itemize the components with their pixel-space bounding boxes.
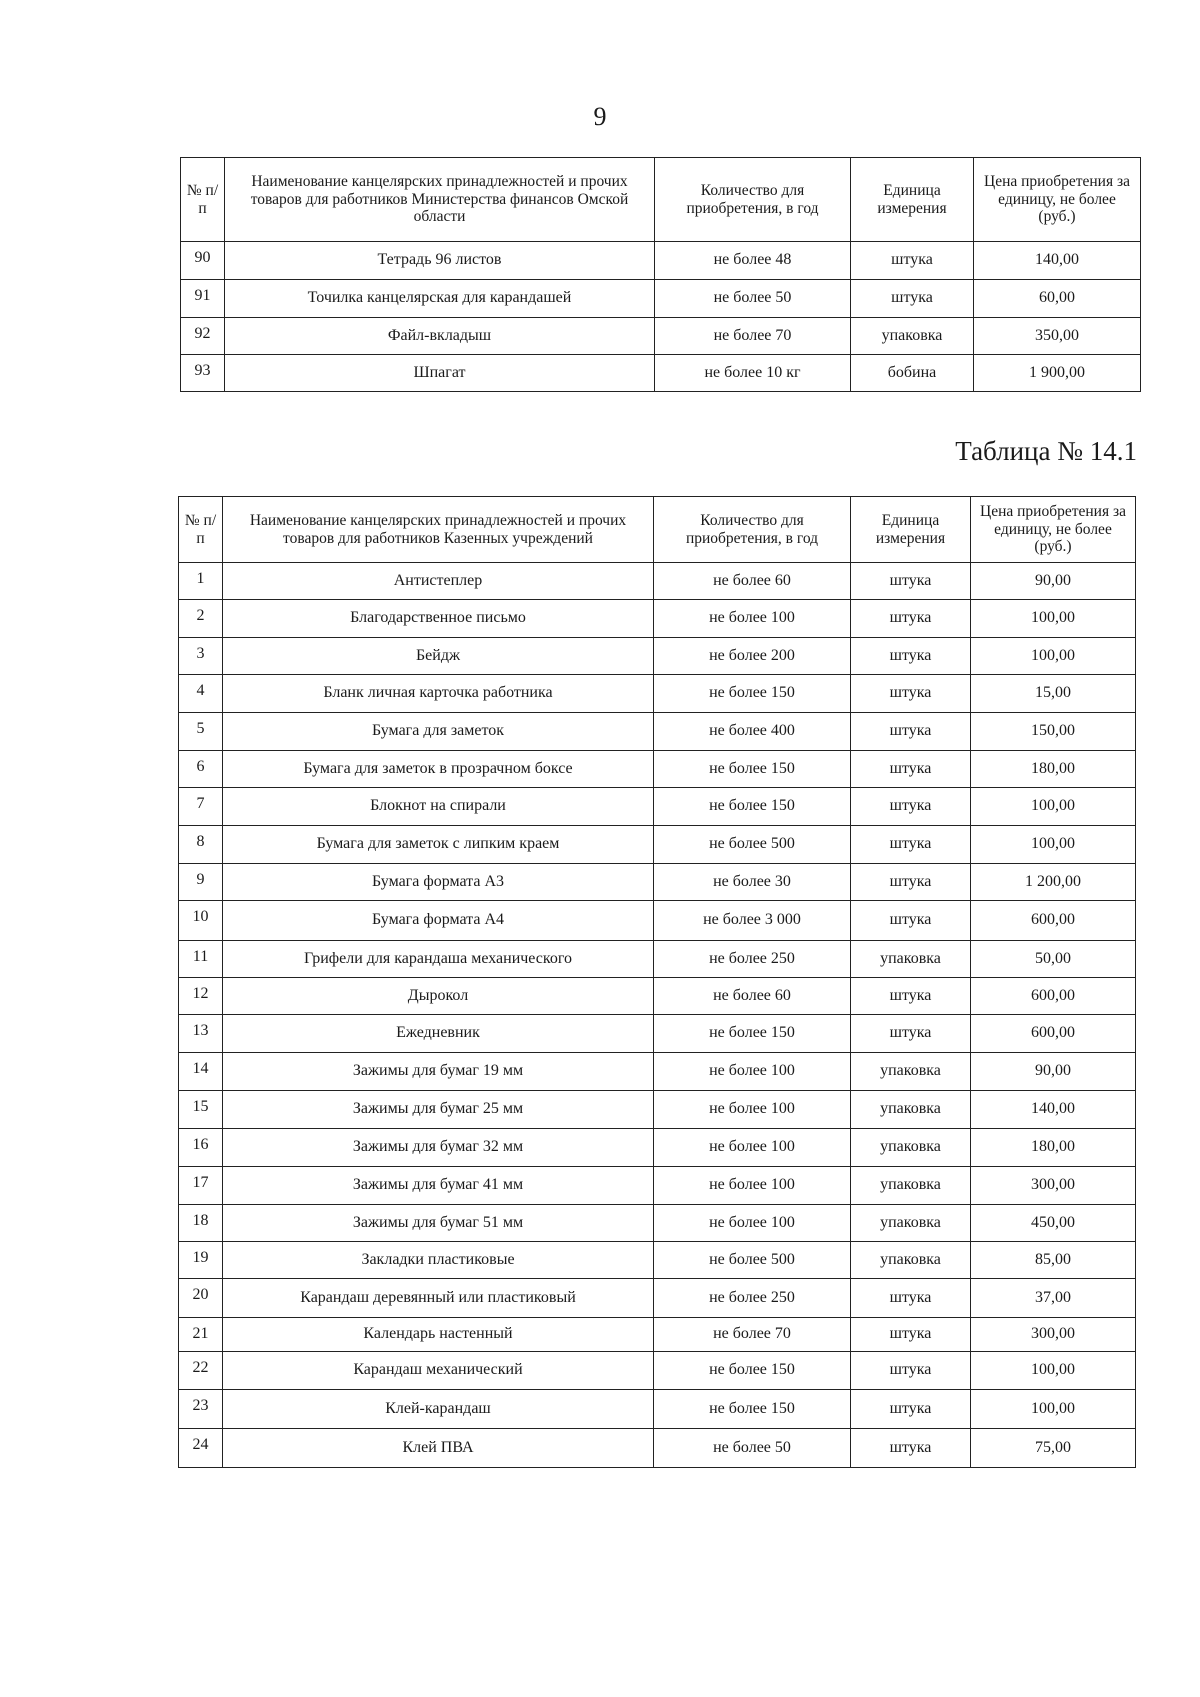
item-quantity: не более 48 xyxy=(655,242,851,280)
table-row xyxy=(179,864,1136,901)
item-unit: штука xyxy=(851,675,971,713)
main-table-body xyxy=(179,563,1136,1468)
item-unit: штука xyxy=(851,713,971,751)
item-unit: штука xyxy=(851,600,971,638)
row-number: 22 xyxy=(179,1352,223,1390)
item-price: 450,00 xyxy=(971,1205,1136,1242)
top-table-body xyxy=(181,242,1141,392)
item-quantity: не более 60 xyxy=(654,978,851,1015)
item-quantity: не более 250 xyxy=(654,1279,851,1318)
item-price: 100,00 xyxy=(971,788,1136,826)
item-price: 100,00 xyxy=(971,826,1136,864)
item-price: 600,00 xyxy=(971,978,1136,1015)
table-row xyxy=(179,1015,1136,1053)
header-name: Наименование канцелярских принадлежностей и прочих товаров для работников Казенных учреждений xyxy=(223,497,654,563)
item-quantity: не более 3 000 xyxy=(654,901,851,941)
table-row xyxy=(179,788,1136,826)
item-name: Закладки пластиковые xyxy=(223,1242,654,1279)
main-table-header-row xyxy=(179,497,1136,563)
table-row xyxy=(179,638,1136,675)
item-price: 100,00 xyxy=(971,638,1136,675)
item-price: 600,00 xyxy=(971,901,1136,941)
item-unit: штука xyxy=(851,1279,971,1318)
item-price: 1 200,00 xyxy=(971,864,1136,901)
header-price: Цена приобретения за единицу, не более (руб.) xyxy=(974,158,1141,242)
table-row xyxy=(179,1129,1136,1167)
table-row xyxy=(179,1352,1136,1390)
header-qty: Количество для приобретения, в год xyxy=(655,158,851,242)
item-name: Клей ПВА xyxy=(223,1429,654,1468)
item-quantity: не более 100 xyxy=(654,1205,851,1242)
item-price: 300,00 xyxy=(971,1318,1136,1352)
item-name: Шпагат xyxy=(225,355,655,392)
item-unit: штука xyxy=(851,1390,971,1429)
item-name: Бумага формата А3 xyxy=(223,864,654,901)
item-price: 50,00 xyxy=(971,941,1136,978)
header-price: Цена приобретения за единицу, не более (руб.) xyxy=(971,497,1136,563)
item-price: 140,00 xyxy=(971,1091,1136,1129)
item-unit: упаковка xyxy=(851,318,974,355)
row-number: 19 xyxy=(179,1242,223,1279)
item-quantity: не более 500 xyxy=(654,826,851,864)
table-row xyxy=(179,1205,1136,1242)
row-number: 10 xyxy=(179,901,223,941)
row-number: 90 xyxy=(181,242,225,280)
table-row xyxy=(181,318,1141,355)
item-unit: упаковка xyxy=(851,1091,971,1129)
table-row xyxy=(179,675,1136,713)
item-quantity: не более 100 xyxy=(654,1129,851,1167)
table-row xyxy=(179,941,1136,978)
item-quantity: не более 150 xyxy=(654,788,851,826)
row-number: 17 xyxy=(179,1167,223,1205)
item-price: 600,00 xyxy=(971,1015,1136,1053)
item-quantity: не более 50 xyxy=(655,280,851,318)
item-quantity: не более 10 кг xyxy=(655,355,851,392)
item-quantity: не более 100 xyxy=(654,600,851,638)
item-name: Дырокол xyxy=(223,978,654,1015)
item-quantity: не более 150 xyxy=(654,1015,851,1053)
item-unit: упаковка xyxy=(851,1242,971,1279)
item-unit: штука xyxy=(851,1429,971,1468)
header-unit: Единица измерения xyxy=(851,497,971,563)
item-name: Карандаш механический xyxy=(223,1352,654,1390)
row-number: 18 xyxy=(179,1205,223,1242)
item-name: Тетрадь 96 листов xyxy=(225,242,655,280)
item-name: Блокнот на спирали xyxy=(223,788,654,826)
table-row xyxy=(181,242,1141,280)
item-unit: штука xyxy=(851,638,971,675)
item-quantity: не более 100 xyxy=(654,1091,851,1129)
table-row xyxy=(179,751,1136,788)
item-quantity: не более 150 xyxy=(654,675,851,713)
row-number: 1 xyxy=(179,563,223,600)
item-unit: штука xyxy=(851,978,971,1015)
item-name: Бумага формата А4 xyxy=(223,901,654,941)
item-price: 85,00 xyxy=(971,1242,1136,1279)
table-row xyxy=(179,1318,1136,1352)
item-unit: штука xyxy=(851,1015,971,1053)
item-quantity: не более 50 xyxy=(654,1429,851,1468)
item-quantity: не более 500 xyxy=(654,1242,851,1279)
table-row xyxy=(179,1242,1136,1279)
item-price: 100,00 xyxy=(971,1352,1136,1390)
item-name: Зажимы для бумаг 51 мм xyxy=(223,1205,654,1242)
table-row xyxy=(179,1091,1136,1129)
table-row xyxy=(179,600,1136,638)
item-price: 100,00 xyxy=(971,1390,1136,1429)
header-unit: Единица измерения xyxy=(851,158,974,242)
item-name: Файл-вкладыш xyxy=(225,318,655,355)
item-quantity: не более 70 xyxy=(655,318,851,355)
row-number: 91 xyxy=(181,280,225,318)
item-unit: упаковка xyxy=(851,1167,971,1205)
table-row xyxy=(179,1390,1136,1429)
item-quantity: не более 70 xyxy=(654,1318,851,1352)
item-quantity: не более 30 xyxy=(654,864,851,901)
table-row xyxy=(179,563,1136,600)
item-quantity: не более 100 xyxy=(654,1053,851,1091)
table-row xyxy=(181,355,1141,392)
item-unit: бобина xyxy=(851,355,974,392)
item-unit: штука xyxy=(851,826,971,864)
item-name: Точилка канцелярская для карандашей xyxy=(225,280,655,318)
item-name: Бланк личная карточка работника xyxy=(223,675,654,713)
row-number: 8 xyxy=(179,826,223,864)
table-row xyxy=(179,1429,1136,1468)
row-number: 15 xyxy=(179,1091,223,1129)
row-number: 7 xyxy=(179,788,223,826)
item-quantity: не более 250 xyxy=(654,941,851,978)
row-number: 4 xyxy=(179,675,223,713)
item-unit: упаковка xyxy=(851,1053,971,1091)
row-number: 12 xyxy=(179,978,223,1015)
item-name: Антистеплер xyxy=(223,563,654,600)
table-row xyxy=(179,901,1136,941)
row-number: 14 xyxy=(179,1053,223,1091)
item-unit: штука xyxy=(851,280,974,318)
item-quantity: не более 60 xyxy=(654,563,851,600)
item-unit: упаковка xyxy=(851,1129,971,1167)
row-number: 9 xyxy=(179,864,223,901)
row-number: 5 xyxy=(179,713,223,751)
item-unit: штука xyxy=(851,1352,971,1390)
item-quantity: не более 150 xyxy=(654,1352,851,1390)
item-price: 37,00 xyxy=(971,1279,1136,1318)
item-quantity: не более 150 xyxy=(654,751,851,788)
item-name: Грифели для карандаша механического xyxy=(223,941,654,978)
item-price: 180,00 xyxy=(971,1129,1136,1167)
item-unit: штука xyxy=(851,864,971,901)
row-number: 24 xyxy=(179,1429,223,1468)
row-number: 13 xyxy=(179,1015,223,1053)
item-price: 90,00 xyxy=(971,1053,1136,1091)
row-number: 92 xyxy=(181,318,225,355)
item-quantity: не более 150 xyxy=(654,1390,851,1429)
item-unit: штука xyxy=(851,563,971,600)
item-price: 90,00 xyxy=(971,563,1136,600)
item-price: 150,00 xyxy=(971,713,1136,751)
item-unit: штука xyxy=(851,751,971,788)
table-row xyxy=(179,713,1136,751)
item-price: 350,00 xyxy=(974,318,1141,355)
item-price: 1 900,00 xyxy=(974,355,1141,392)
row-number: 2 xyxy=(179,600,223,638)
header-num: № п/п xyxy=(181,158,225,242)
item-name: Зажимы для бумаг 41 мм xyxy=(223,1167,654,1205)
table-caption: Таблица № 14.1 xyxy=(955,436,1137,466)
table-row xyxy=(179,1053,1136,1091)
item-unit: упаковка xyxy=(851,1205,971,1242)
table-row xyxy=(179,826,1136,864)
row-number: 23 xyxy=(179,1390,223,1429)
item-name: Бейдж xyxy=(223,638,654,675)
row-number: 16 xyxy=(179,1129,223,1167)
item-price: 300,00 xyxy=(971,1167,1136,1205)
header-num: № п/п xyxy=(179,497,223,563)
row-number: 11 xyxy=(179,941,223,978)
row-number: 3 xyxy=(179,638,223,675)
item-quantity: не более 100 xyxy=(654,1167,851,1205)
item-quantity: не более 200 xyxy=(654,638,851,675)
item-quantity: не более 400 xyxy=(654,713,851,751)
row-number: 93 xyxy=(181,355,225,392)
header-qty: Количество для приобретения, в год xyxy=(654,497,851,563)
item-price: 180,00 xyxy=(971,751,1136,788)
item-unit: штука xyxy=(851,242,974,280)
item-name: Клей-карандаш xyxy=(223,1390,654,1429)
row-number: 6 xyxy=(179,751,223,788)
item-name: Бумага для заметок xyxy=(223,713,654,751)
item-name: Благодарственное письмо xyxy=(223,600,654,638)
item-price: 15,00 xyxy=(971,675,1136,713)
item-name: Карандаш деревянный или пластиковый xyxy=(223,1279,654,1318)
top-table-header-row xyxy=(181,158,1141,242)
item-name: Зажимы для бумаг 19 мм xyxy=(223,1053,654,1091)
item-price: 140,00 xyxy=(974,242,1141,280)
item-name: Зажимы для бумаг 25 мм xyxy=(223,1091,654,1129)
top-table xyxy=(180,157,1141,392)
main-table xyxy=(178,496,1136,1468)
page-number: 9 xyxy=(593,102,607,131)
item-name: Календарь настенный xyxy=(223,1318,654,1352)
row-number: 20 xyxy=(179,1279,223,1318)
item-name: Ежедневник xyxy=(223,1015,654,1053)
item-unit: штука xyxy=(851,1318,971,1352)
item-name: Бумага для заметок в прозрачном боксе xyxy=(223,751,654,788)
item-unit: упаковка xyxy=(851,941,971,978)
row-number: 21 xyxy=(179,1318,223,1352)
item-unit: штука xyxy=(851,788,971,826)
item-price: 100,00 xyxy=(971,600,1136,638)
item-price: 75,00 xyxy=(971,1429,1136,1468)
item-name: Бумага для заметок с липким краем xyxy=(223,826,654,864)
table-row xyxy=(179,1279,1136,1318)
item-name: Зажимы для бумаг 32 мм xyxy=(223,1129,654,1167)
item-unit: штука xyxy=(851,901,971,941)
table-row xyxy=(179,978,1136,1015)
item-price: 60,00 xyxy=(974,280,1141,318)
table-row xyxy=(181,280,1141,318)
table-row xyxy=(179,1167,1136,1205)
header-name: Наименование канцелярских принадлежностей и прочих товаров для работников Министерства финансов Омской области xyxy=(225,158,655,242)
